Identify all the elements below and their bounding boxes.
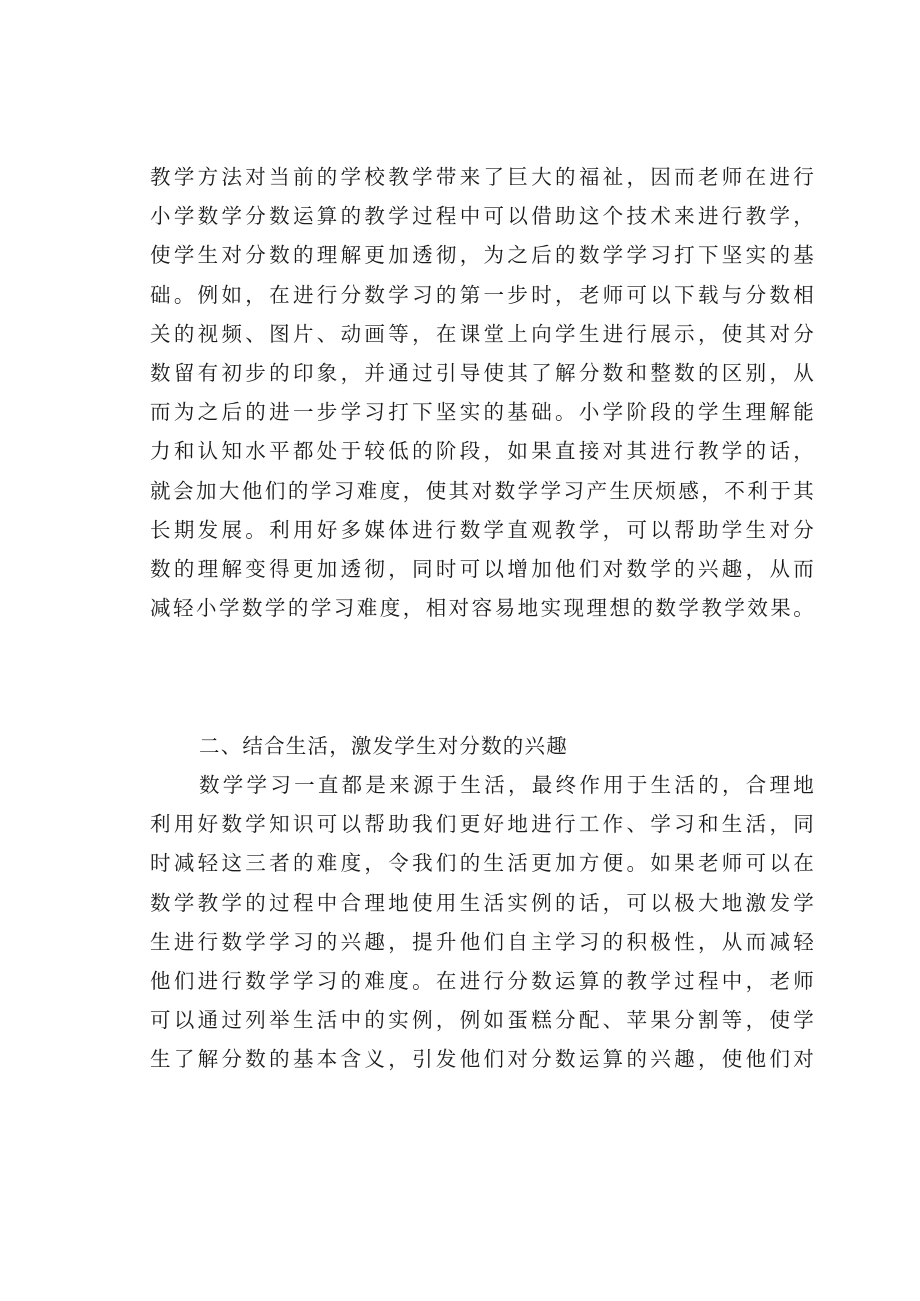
paragraph-2-line: 数学学习一直都是来源于生活，最终作用于生活的，合理地 [199, 773, 815, 797]
paragraph-1-line: 减轻小学数学的学习难度，相对容易地实现理想的数学教学效果。 [150, 596, 815, 621]
paragraph-1-line: 长期发展。利用好多媒体进行数学直观教学，可以帮助学生对分 [150, 517, 815, 542]
paragraph-1-line: 使学生对分数的理解更加透彻，为之后的数学学习打下坚实的基 [150, 243, 815, 268]
paragraph-1-line: 就会加大他们的学习难度，使其对数学学习产生厌烦感，不利于其 [150, 478, 815, 503]
paragraph-2 [150, 766, 815, 1080]
paragraph-2-line: 数学教学的过程中合理地使用生活实例的话，可以极大地激发学 [150, 890, 815, 915]
paragraph-1-line: 小学数学分数运算的教学过程中可以借助这个技术来进行教学， [150, 204, 815, 229]
paragraph-1 [150, 158, 815, 628]
paragraph-1-line: 数的理解变得更加透彻，同时可以增加他们对数学的兴趣，从而 [150, 556, 815, 581]
paragraph-1-line: 关的视频、图片、动画等，在课堂上向学生进行展示，使其对分 [150, 321, 815, 346]
paragraph-2-line: 生了解分数的基本含义，引发他们对分数运算的兴趣，使他们对 [150, 1047, 815, 1072]
paragraph-2-line: 生进行数学学习的兴趣，提升他们自主学习的积极性，从而减轻 [150, 929, 815, 954]
section-heading: 二、结合生活，激发学生对分数的兴趣 [199, 734, 568, 758]
paragraph-2-line: 可以通过列举生活中的实例，例如蛋糕分配、苹果分割等，使学 [150, 1008, 815, 1033]
paragraph-2-line: 时减轻这三者的难度，令我们的生活更加方便。如果老师可以在 [150, 851, 815, 876]
paragraph-1-line: 础。例如，在进行分数学习的第一步时，老师可以下载与分数相 [150, 282, 815, 307]
paragraph-1-line: 数留有初步的印象，并通过引导使其了解分数和整数的区别，从 [150, 360, 815, 385]
paragraph-2-line: 利用好数学知识可以帮助我们更好地进行工作、学习和生活，同 [150, 812, 815, 837]
paragraph-1-line: 而为之后的进一步学习打下坚实的基础。小学阶段的学生理解能 [150, 400, 815, 425]
paragraph-2-line: 他们进行数学学习的难度。在进行分数运算的教学过程中，老师 [150, 968, 815, 993]
paragraph-1-line: 力和认知水平都处于较低的阶段，如果直接对其进行教学的话， [150, 439, 815, 464]
paragraph-1-line: 教学方法对当前的学校教学带来了巨大的福祉，因而老师在进行 [150, 165, 815, 189]
